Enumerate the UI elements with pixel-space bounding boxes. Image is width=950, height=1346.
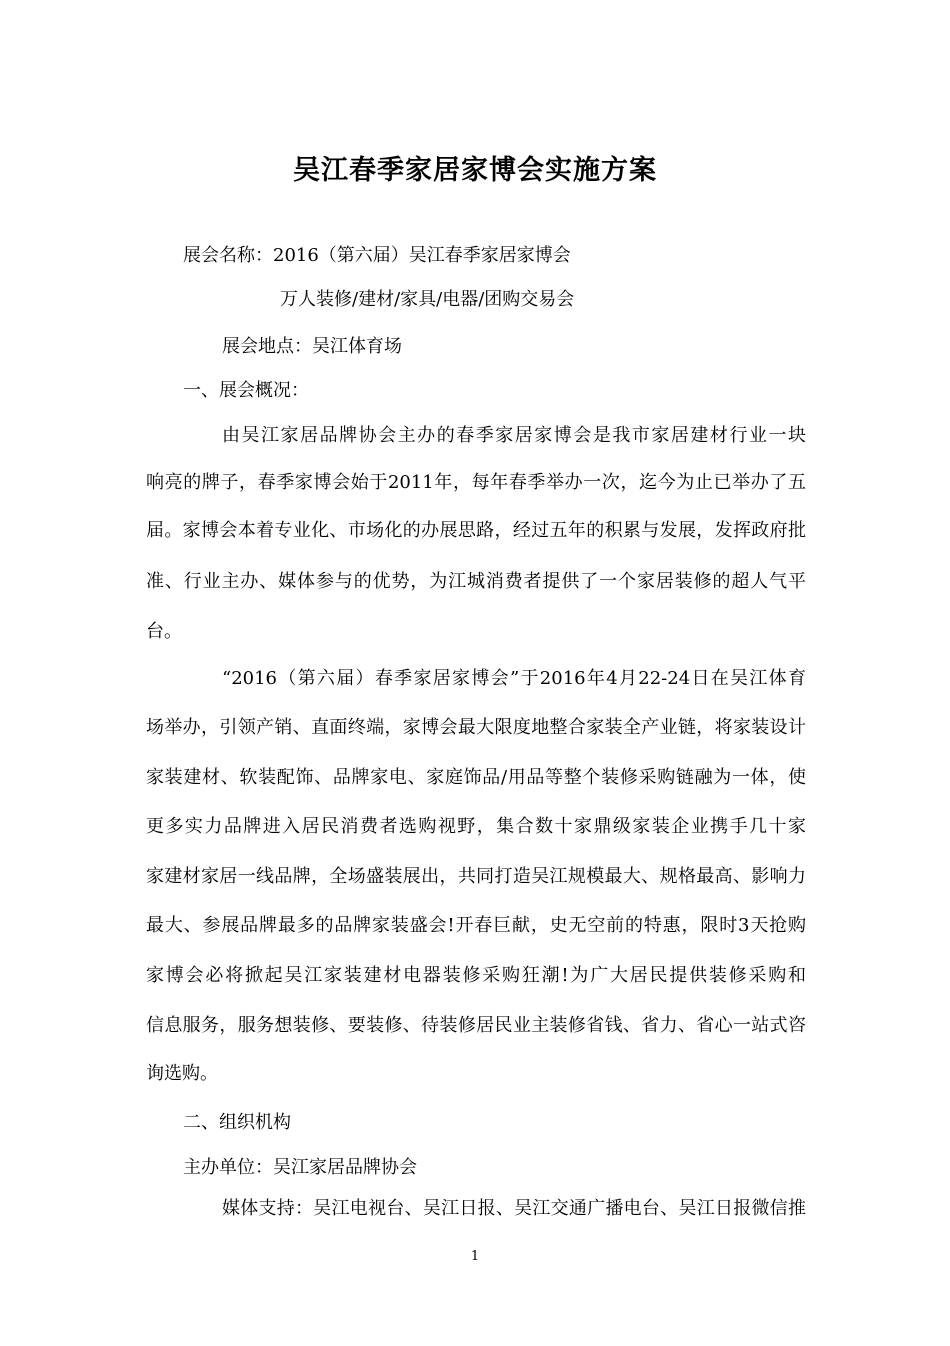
expo-name: 展会名称：2016（第六届）吴江春季家居家博会 bbox=[183, 245, 571, 266]
paragraph-line: 台。 bbox=[146, 621, 182, 642]
organizer-line: 主办单位：吴江家居品牌协会 bbox=[183, 1157, 417, 1178]
document-title: 吴江春季家居家博会实施方案 bbox=[293, 155, 657, 186]
paragraph-line: 信息服务，服务想装修、要装修、待装修居民业主装修省钱、省力、省心一站式咨 bbox=[146, 1015, 806, 1036]
paragraph-line: 家博会必将掀起吴江家装建材电器装修采购狂潮!为广大居民提供装修采购和 bbox=[146, 965, 806, 986]
paragraph-line: 准、行业主办、媒体参与的优势，为江城消费者提供了一个家居装修的超人气平 bbox=[146, 571, 806, 592]
paragraph-line: 家装建材、软装配饰、品牌家电、家庭饰品/用品等整个装修采购链融为一体，使 bbox=[146, 767, 806, 788]
paragraph-line: 询选购。 bbox=[146, 1063, 218, 1084]
paragraph-line: “2016（第六届）春季家居家博会”于2016年4月22-24日在吴江体育 bbox=[222, 668, 806, 689]
page-number: 1 bbox=[470, 1249, 480, 1264]
paragraph-line: 家建材家居一线品牌，全场盛装展出，共同打造吴江规模最大、规格最高、影响力 bbox=[146, 866, 806, 887]
section-heading-overview: 一、展会概况： bbox=[183, 380, 309, 401]
paragraph-line: 由吴江家居品牌协会主办的春季家居家博会是我市家居建材行业一块 bbox=[222, 425, 806, 446]
paragraph-line: 最大、参展品牌最多的品牌家装盛会!开春巨献，史无空前的特惠，限时3天抢购 bbox=[146, 915, 806, 936]
paragraph-line: 届。家博会本着专业化、市场化的办展思路，经过五年的积累与发展，发挥政府批 bbox=[146, 520, 806, 541]
paragraph-line: 场举办，引领产销、直面终端，家博会最大限度地整合家装全产业链，将家装设计 bbox=[146, 717, 806, 738]
paragraph-line: 更多实力品牌进入居民消费者选购视野，集合数十家鼎级家装企业携手几十家 bbox=[146, 816, 806, 837]
paragraph-line: 响亮的牌子，春季家博会始于2011年，每年春季举办一次，迄今为止已举办了五 bbox=[146, 472, 806, 493]
media-support-line: 媒体支持：吴江电视台、吴江日报、吴江交通广播电台、吴江日报微信推 bbox=[222, 1198, 806, 1219]
expo-location: 展会地点：吴江体育场 bbox=[222, 336, 402, 357]
section-heading-organization: 二、组织机构 bbox=[183, 1112, 291, 1133]
expo-name-subtitle: 万人装修/建材/家具/电器/团购交易会 bbox=[280, 289, 575, 310]
